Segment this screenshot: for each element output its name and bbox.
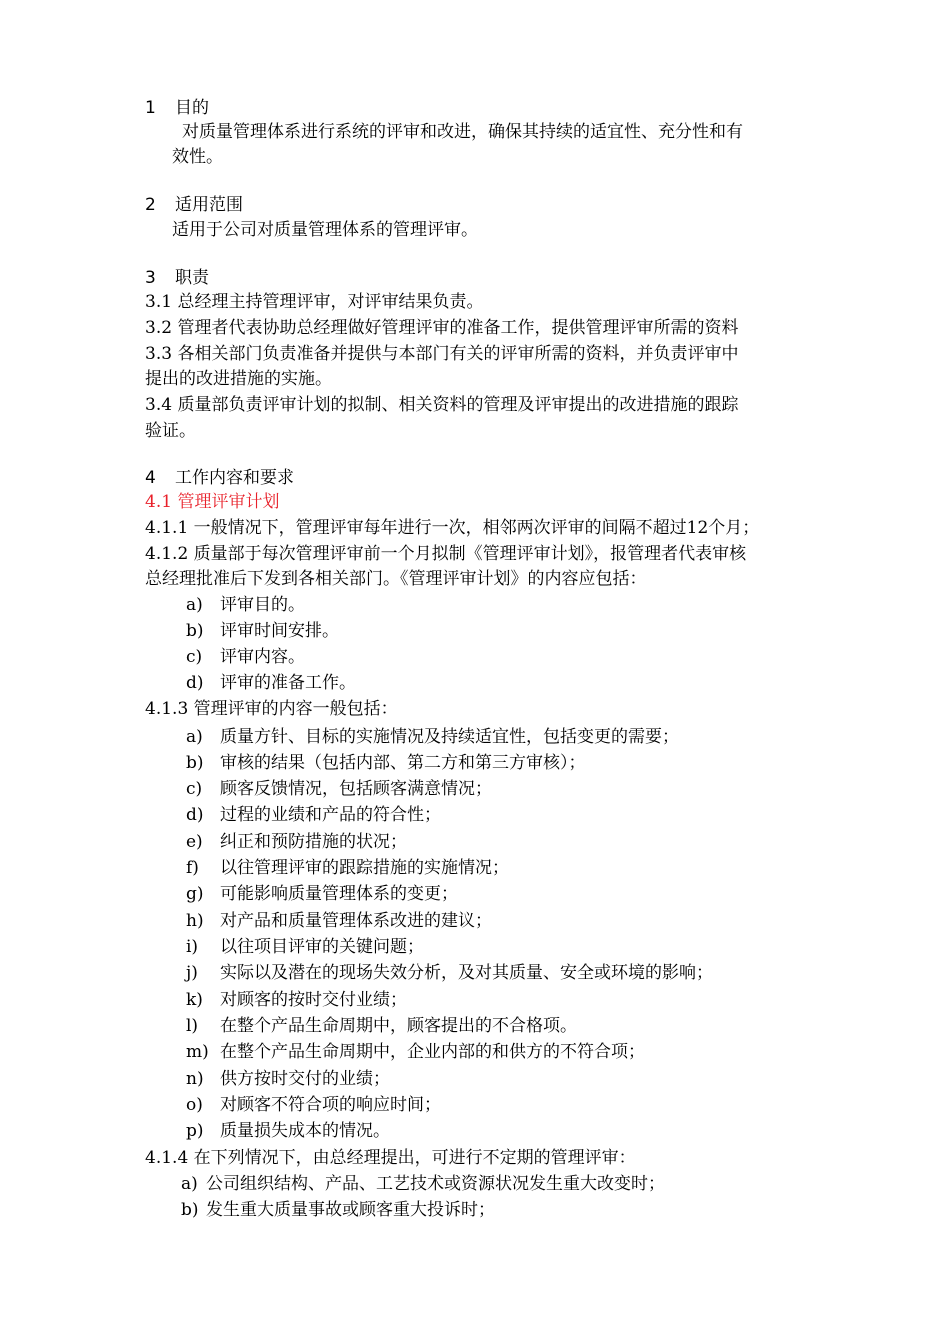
item-3-3-line-2: 提出的改进措施的实施。 — [145, 369, 332, 389]
list-label: a) — [181, 1174, 198, 1194]
list-label: k) — [186, 990, 203, 1010]
para-4-1-2-line-1: 4.1.2 质量部于每次管理评审前一个月拟制《管理评审计划》，报管理者代表审核 — [145, 544, 747, 564]
list-text: 公司组织结构、产品、工艺技术或资源状况发生重大改变时； — [206, 1174, 665, 1194]
list-item — [186, 988, 407, 1012]
section-title: 工作内容和要求 — [175, 468, 294, 488]
list-label: b) — [181, 1200, 199, 1220]
list-text: 审核的结果（包括内部、第二方和第三方审核）； — [220, 753, 586, 773]
list-text: 质量损失成本的情况。 — [220, 1121, 390, 1141]
list-label: c) — [186, 779, 203, 799]
list-item — [186, 645, 305, 669]
list-text: 评审内容。 — [220, 647, 305, 667]
section-4-heading — [145, 466, 294, 490]
list-label: e) — [186, 832, 203, 852]
list-item — [186, 751, 586, 775]
section-1-heading — [145, 96, 209, 120]
list-item — [186, 593, 305, 617]
para-4-1-3: 4.1.3 管理评审的内容一般包括： — [145, 699, 398, 719]
item-3-2: 3.2 管理者代表协助总经理做好管理评审的准备工作，提供管理评审所需的资料 — [145, 318, 739, 338]
list-item — [181, 1198, 495, 1222]
list-item — [186, 619, 339, 643]
list-item — [186, 935, 424, 959]
list-label: a) — [186, 595, 203, 615]
list-text: 对顾客不符合项的响应时间； — [220, 1095, 441, 1115]
list-text: 以往项目评审的关键问题； — [220, 937, 424, 957]
section-number: 1 — [145, 98, 156, 118]
list-label: a) — [186, 727, 203, 747]
list-label: h) — [186, 911, 204, 931]
section-1-body-line-2: 效性。 — [172, 147, 223, 167]
section-title: 职责 — [175, 268, 209, 288]
list-label: n) — [186, 1069, 204, 1089]
list-text: 对顾客的按时交付业绩； — [220, 990, 407, 1010]
para-4-1-2-line-2: 总经理批准后下发到各相关部门。《管理评审计划》的内容应包括： — [145, 569, 647, 589]
list-label: d) — [186, 805, 204, 825]
list-item — [186, 1093, 441, 1117]
section-title: 目的 — [175, 98, 209, 118]
list-text: 对产品和质量管理体系改进的建议； — [220, 911, 492, 931]
list-item — [186, 803, 441, 827]
list-label: p) — [186, 1121, 204, 1141]
section-title: 适用范围 — [175, 195, 243, 215]
section-number: 4 — [145, 468, 156, 488]
list-item — [186, 882, 458, 906]
list-item — [186, 909, 492, 933]
section-3-heading — [145, 266, 209, 290]
list-item — [186, 1040, 645, 1064]
para-4-1-1: 4.1.1 一般情况下，管理评审每年进行一次，相邻两次评审的间隔不超过12个月； — [145, 518, 760, 538]
list-label: j) — [186, 963, 198, 983]
list-text: 质量方针、目标的实施情况及持续适宜性，包括变更的需要； — [220, 727, 679, 747]
list-text: 在整个产品生命周期中，企业内部的和供方的不符合项； — [220, 1042, 645, 1062]
section-1-body-line-1: 对质量管理体系进行系统的评审和改进，确保其持续的适宜性、充分性和有 — [182, 122, 743, 142]
list-item — [186, 777, 492, 801]
list-text: 供方按时交付的业绩； — [220, 1069, 390, 1089]
list-item — [186, 725, 679, 749]
list-label: b) — [186, 621, 204, 641]
list-text: 评审的准备工作。 — [220, 673, 356, 693]
list-label: d) — [186, 673, 204, 693]
list-label: c) — [186, 647, 203, 667]
item-3-1: 3.1 总经理主持管理评审，对评审结果负责。 — [145, 292, 484, 312]
list-text: 以往管理评审的跟踪措施的实施情况； — [220, 858, 509, 878]
list-item — [186, 856, 509, 880]
list-text: 纠正和预防措施的状况； — [220, 832, 407, 852]
list-text: 评审目的。 — [220, 595, 305, 615]
list-item — [186, 1067, 390, 1091]
list-label: l) — [186, 1016, 199, 1036]
list-text: 顾客反馈情况，包括顾客满意情况； — [220, 779, 492, 799]
para-4-1-4: 4.1.4 在下列情况下，由总经理提出，可进行不定期的管理评审： — [145, 1148, 636, 1168]
list-label: g) — [186, 884, 204, 904]
list-text: 发生重大质量事故或顾客重大投诉时； — [206, 1200, 495, 1220]
list-item — [186, 671, 356, 695]
list-label: b) — [186, 753, 204, 773]
list-text: 评审时间安排。 — [220, 621, 339, 641]
list-item — [186, 1119, 390, 1143]
list-label: o) — [186, 1095, 203, 1115]
section-2-heading — [145, 193, 243, 217]
subsection-4-1-heading: 4.1 管理评审计划 — [145, 492, 280, 512]
list-item — [181, 1172, 665, 1196]
list-label: m) — [186, 1042, 209, 1062]
list-text: 可能影响质量管理体系的变更； — [220, 884, 458, 904]
list-text: 在整个产品生命周期中，顾客提出的不合格项。 — [220, 1016, 577, 1036]
list-text: 实际以及潜在的现场失效分析，及对其质量、安全或环境的影响； — [220, 963, 713, 983]
item-3-3-line-1: 3.3 各相关部门负责准备并提供与本部门有关的评审所需的资料，并负责评审中 — [145, 344, 739, 364]
item-3-4-line-2: 验证。 — [145, 421, 196, 441]
section-number: 2 — [145, 195, 156, 215]
item-3-4-line-1: 3.4 质量部负责评审计划的拟制、相关资料的管理及评审提出的改进措施的跟踪 — [145, 395, 739, 415]
list-label: f) — [186, 858, 199, 878]
list-item — [186, 961, 713, 985]
list-text: 过程的业绩和产品的符合性； — [220, 805, 441, 825]
section-number: 3 — [145, 268, 156, 288]
list-item — [186, 1014, 577, 1038]
list-label: i) — [186, 937, 199, 957]
section-2-body: 适用于公司对质量管理体系的管理评审。 — [172, 220, 478, 240]
list-item — [186, 830, 407, 854]
